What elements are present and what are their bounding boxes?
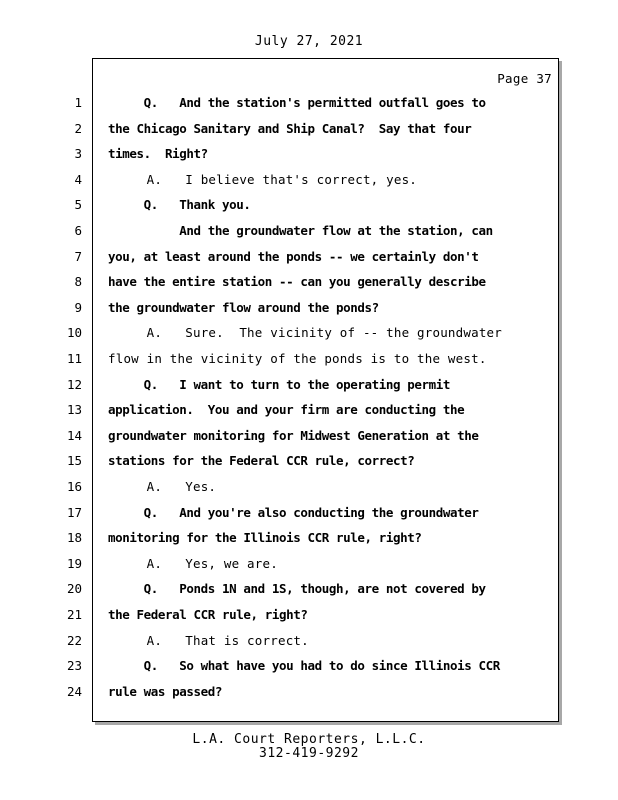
line-number: 11 (66, 351, 82, 366)
transcript-line: flow in the vicinity of the ponds is to the west. (108, 351, 487, 366)
transcript-line: the groundwater flow around the ponds? (108, 299, 379, 315)
transcript-line: And the groundwater flow at the station, can (108, 223, 493, 238)
page-number: Page 37 (497, 71, 552, 86)
line-number: 4 (74, 171, 82, 187)
transcript-line: Q. And the station's permitted outfall goes to (108, 95, 486, 110)
transcript-line: stations for the Federal CCR rule, correct? (108, 453, 415, 469)
line-number: 23 (66, 658, 82, 674)
line-number: 5 (74, 197, 82, 213)
transcript-line: Q. So what have you had to do since Illinois CCR (108, 658, 500, 674)
reporter-company: L.A. Court Reporters, L.L.C. (192, 732, 426, 747)
transcript-line: A. Sure. The vicinity of -- the groundwater (108, 325, 503, 341)
line-number: 13 (66, 402, 82, 418)
line-number: 6 (74, 223, 82, 238)
line-number: 19 (66, 555, 82, 571)
transcript-line: Q. I want to turn to the operating permit (108, 376, 451, 392)
line-number: 7 (74, 248, 82, 264)
transcript-line: A. Yes. (108, 479, 217, 494)
line-number: 3 (74, 146, 82, 162)
line-number: 14 (66, 427, 82, 443)
reporter-phone: 312-419-9292 (259, 746, 359, 761)
line-number: 20 (66, 581, 82, 597)
transcript-line: A. That is correct. (108, 632, 309, 648)
transcript-line: you, at least around the ponds -- we certainly don't (108, 248, 479, 264)
line-number: 21 (66, 607, 82, 622)
transcript-line: Q. And you're also conducting the groundwater (108, 504, 479, 520)
transcript-line: times. Right? (108, 146, 208, 162)
line-number: 8 (74, 274, 82, 290)
transcript-line: the Federal CCR rule, right? (108, 607, 308, 622)
transcript-line: monitoring for the Illinois CCR rule, right? (108, 530, 422, 546)
line-number: 12 (66, 376, 82, 392)
transcript-line: groundwater monitoring for Midwest Generation at the (108, 427, 479, 443)
line-number: 18 (66, 530, 82, 546)
transcript-line: Q. Ponds 1N and 1S, though, are not covered by (108, 581, 486, 597)
transcript-date: July 27, 2021 (254, 34, 364, 49)
line-number: 2 (74, 120, 82, 136)
footer (0, 733, 618, 761)
transcript-line: Q. Thank you. (108, 197, 251, 213)
line-number: 22 (66, 632, 82, 648)
transcript-line: rule was passed? (108, 683, 223, 699)
transcript-line: the Chicago Sanitary and Ship Canal? Say that four (108, 120, 472, 136)
line-number: 16 (66, 479, 82, 494)
line-number: 24 (66, 683, 82, 699)
transcript-line: application. You and your firm are conducting the (108, 402, 465, 418)
line-number: 15 (66, 453, 82, 469)
transcript-line: A. I believe that's correct, yes. (108, 171, 418, 187)
line-number: 1 (74, 95, 82, 110)
line-number: 9 (74, 299, 82, 315)
transcript-line: A. Yes, we are. (108, 555, 278, 571)
line-number: 17 (66, 504, 82, 520)
line-number: 10 (66, 325, 82, 341)
transcript-line: have the entire station -- can you generally describe (108, 274, 486, 290)
